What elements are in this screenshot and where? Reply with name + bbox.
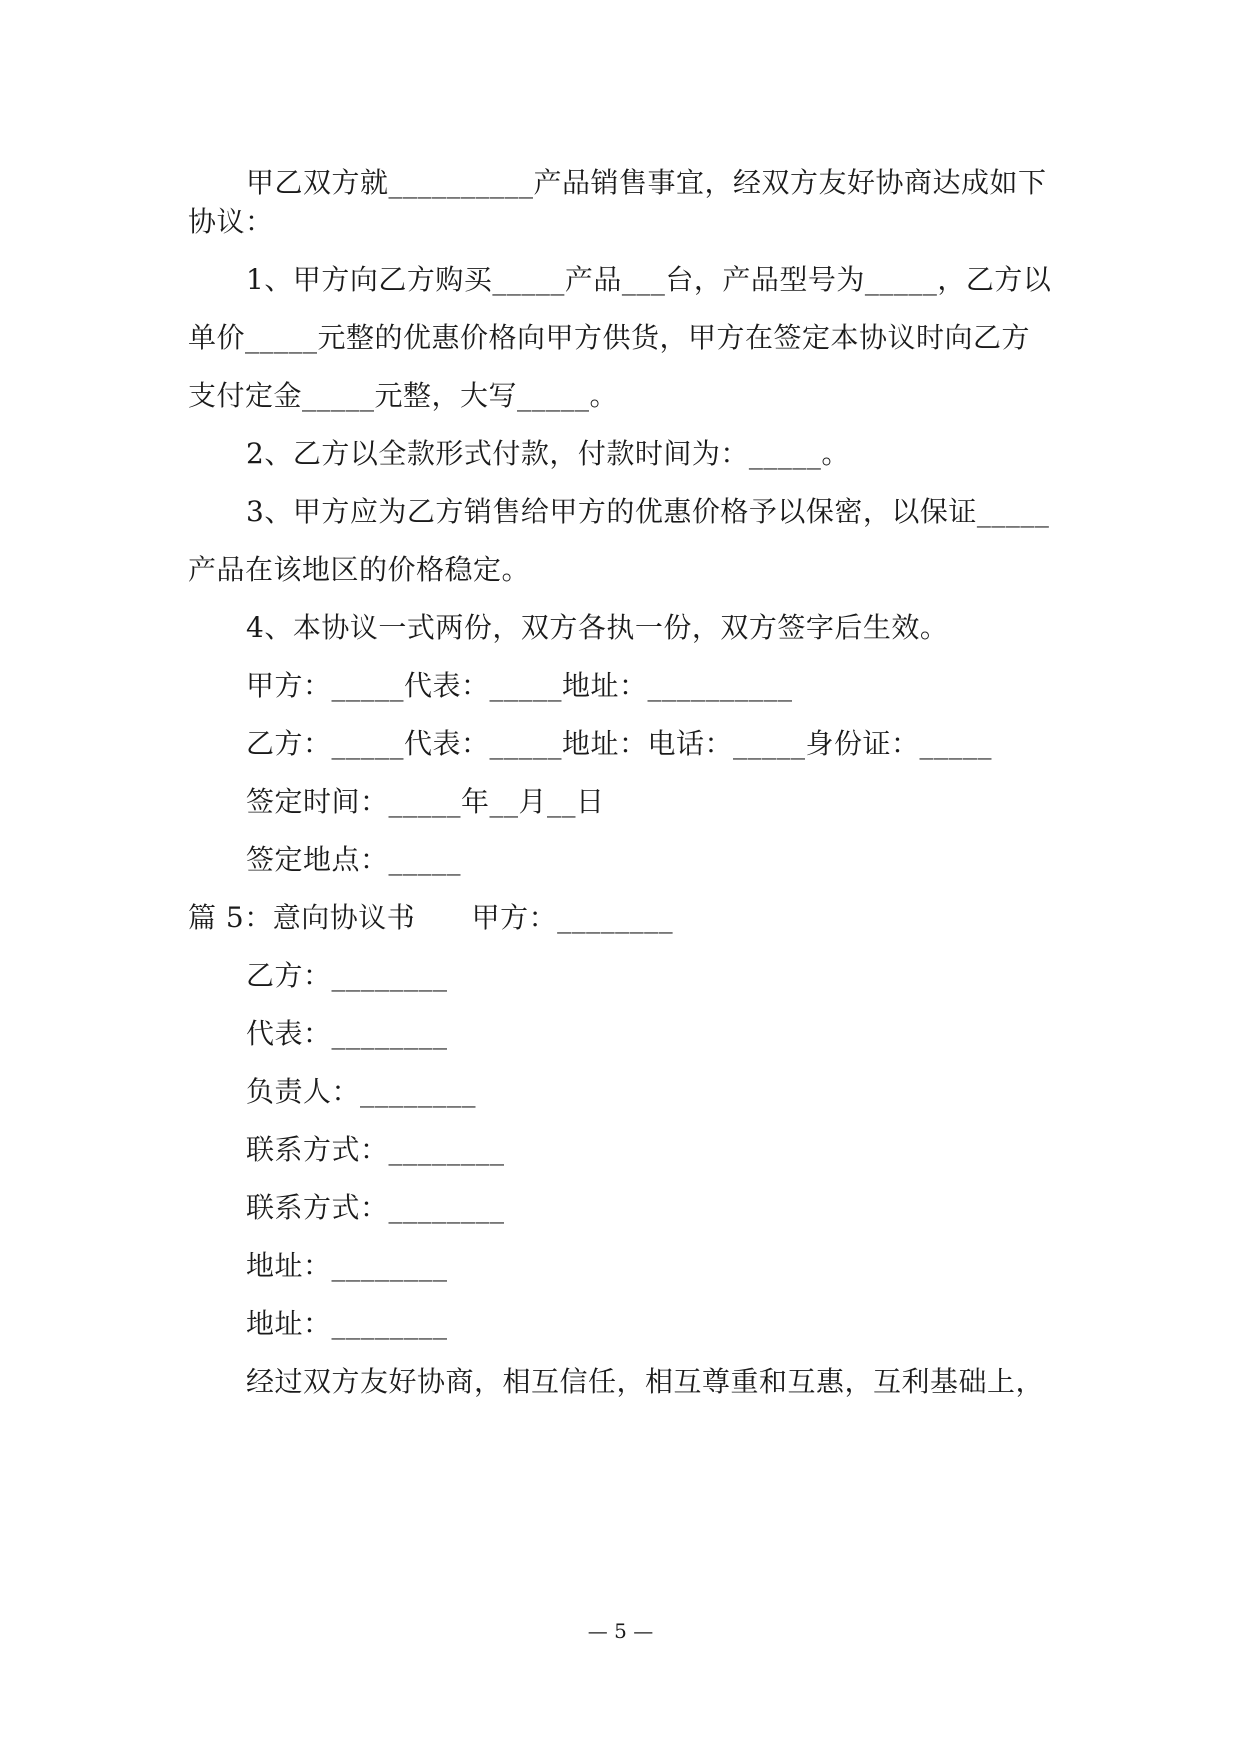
- clause-3: 3、甲方应为乙方销售给甲方的优惠价格予以保密，以保证_____: [246, 495, 1050, 528]
- clause-3-line-2: 产品在该地区的价格稳定。: [188, 553, 531, 586]
- field-address-2: 地址：________: [246, 1307, 448, 1340]
- party-a-signature-line: 甲方：_____代表：_____地址：__________: [246, 669, 793, 702]
- clause-1: 1、甲方向乙方购买_____产品___台，产品型号为_____，乙方以: [246, 263, 1052, 296]
- field-contact-2: 联系方式：________: [246, 1191, 505, 1224]
- clause-1-line-2: 单价_____元整的优惠价格向甲方供货，甲方在签定本协议时向乙方: [188, 321, 1031, 354]
- clause-2: 2、乙方以全款形式付款，付款时间为：_____。: [246, 437, 850, 470]
- section-heading: 篇 5：意向协议书 甲方：________: [188, 901, 674, 934]
- paragraph-closing: 经过双方友好协商，相互信任，相互尊重和互惠，互利基础上，: [246, 1365, 1045, 1398]
- page-number: — 5 —: [587, 1619, 654, 1643]
- signing-place-line: 签定地点：_____: [246, 843, 462, 876]
- paragraph-intro: 甲乙双方就__________产品销售事宜，经双方友好协商达成如下: [246, 166, 1047, 199]
- field-person-in-charge: 负责人：________: [246, 1075, 477, 1108]
- field-party-b: 乙方：________: [246, 959, 448, 992]
- paragraph-intro-continued: 协议：: [188, 205, 274, 238]
- clause-4: 4、本协议一式两份，双方各执一份，双方签字后生效。: [246, 611, 949, 644]
- party-b-signature-line: 乙方：_____代表：_____地址：电话：_____身份证：_____: [246, 727, 993, 760]
- signing-date-line: 签定时间：_____年__月__日: [246, 785, 605, 818]
- field-address-1: 地址：________: [246, 1249, 448, 1282]
- field-contact-1: 联系方式：________: [246, 1133, 505, 1166]
- field-representative: 代表：________: [246, 1017, 448, 1050]
- clause-1-line-3: 支付定金_____元整，大写_____。: [188, 379, 619, 412]
